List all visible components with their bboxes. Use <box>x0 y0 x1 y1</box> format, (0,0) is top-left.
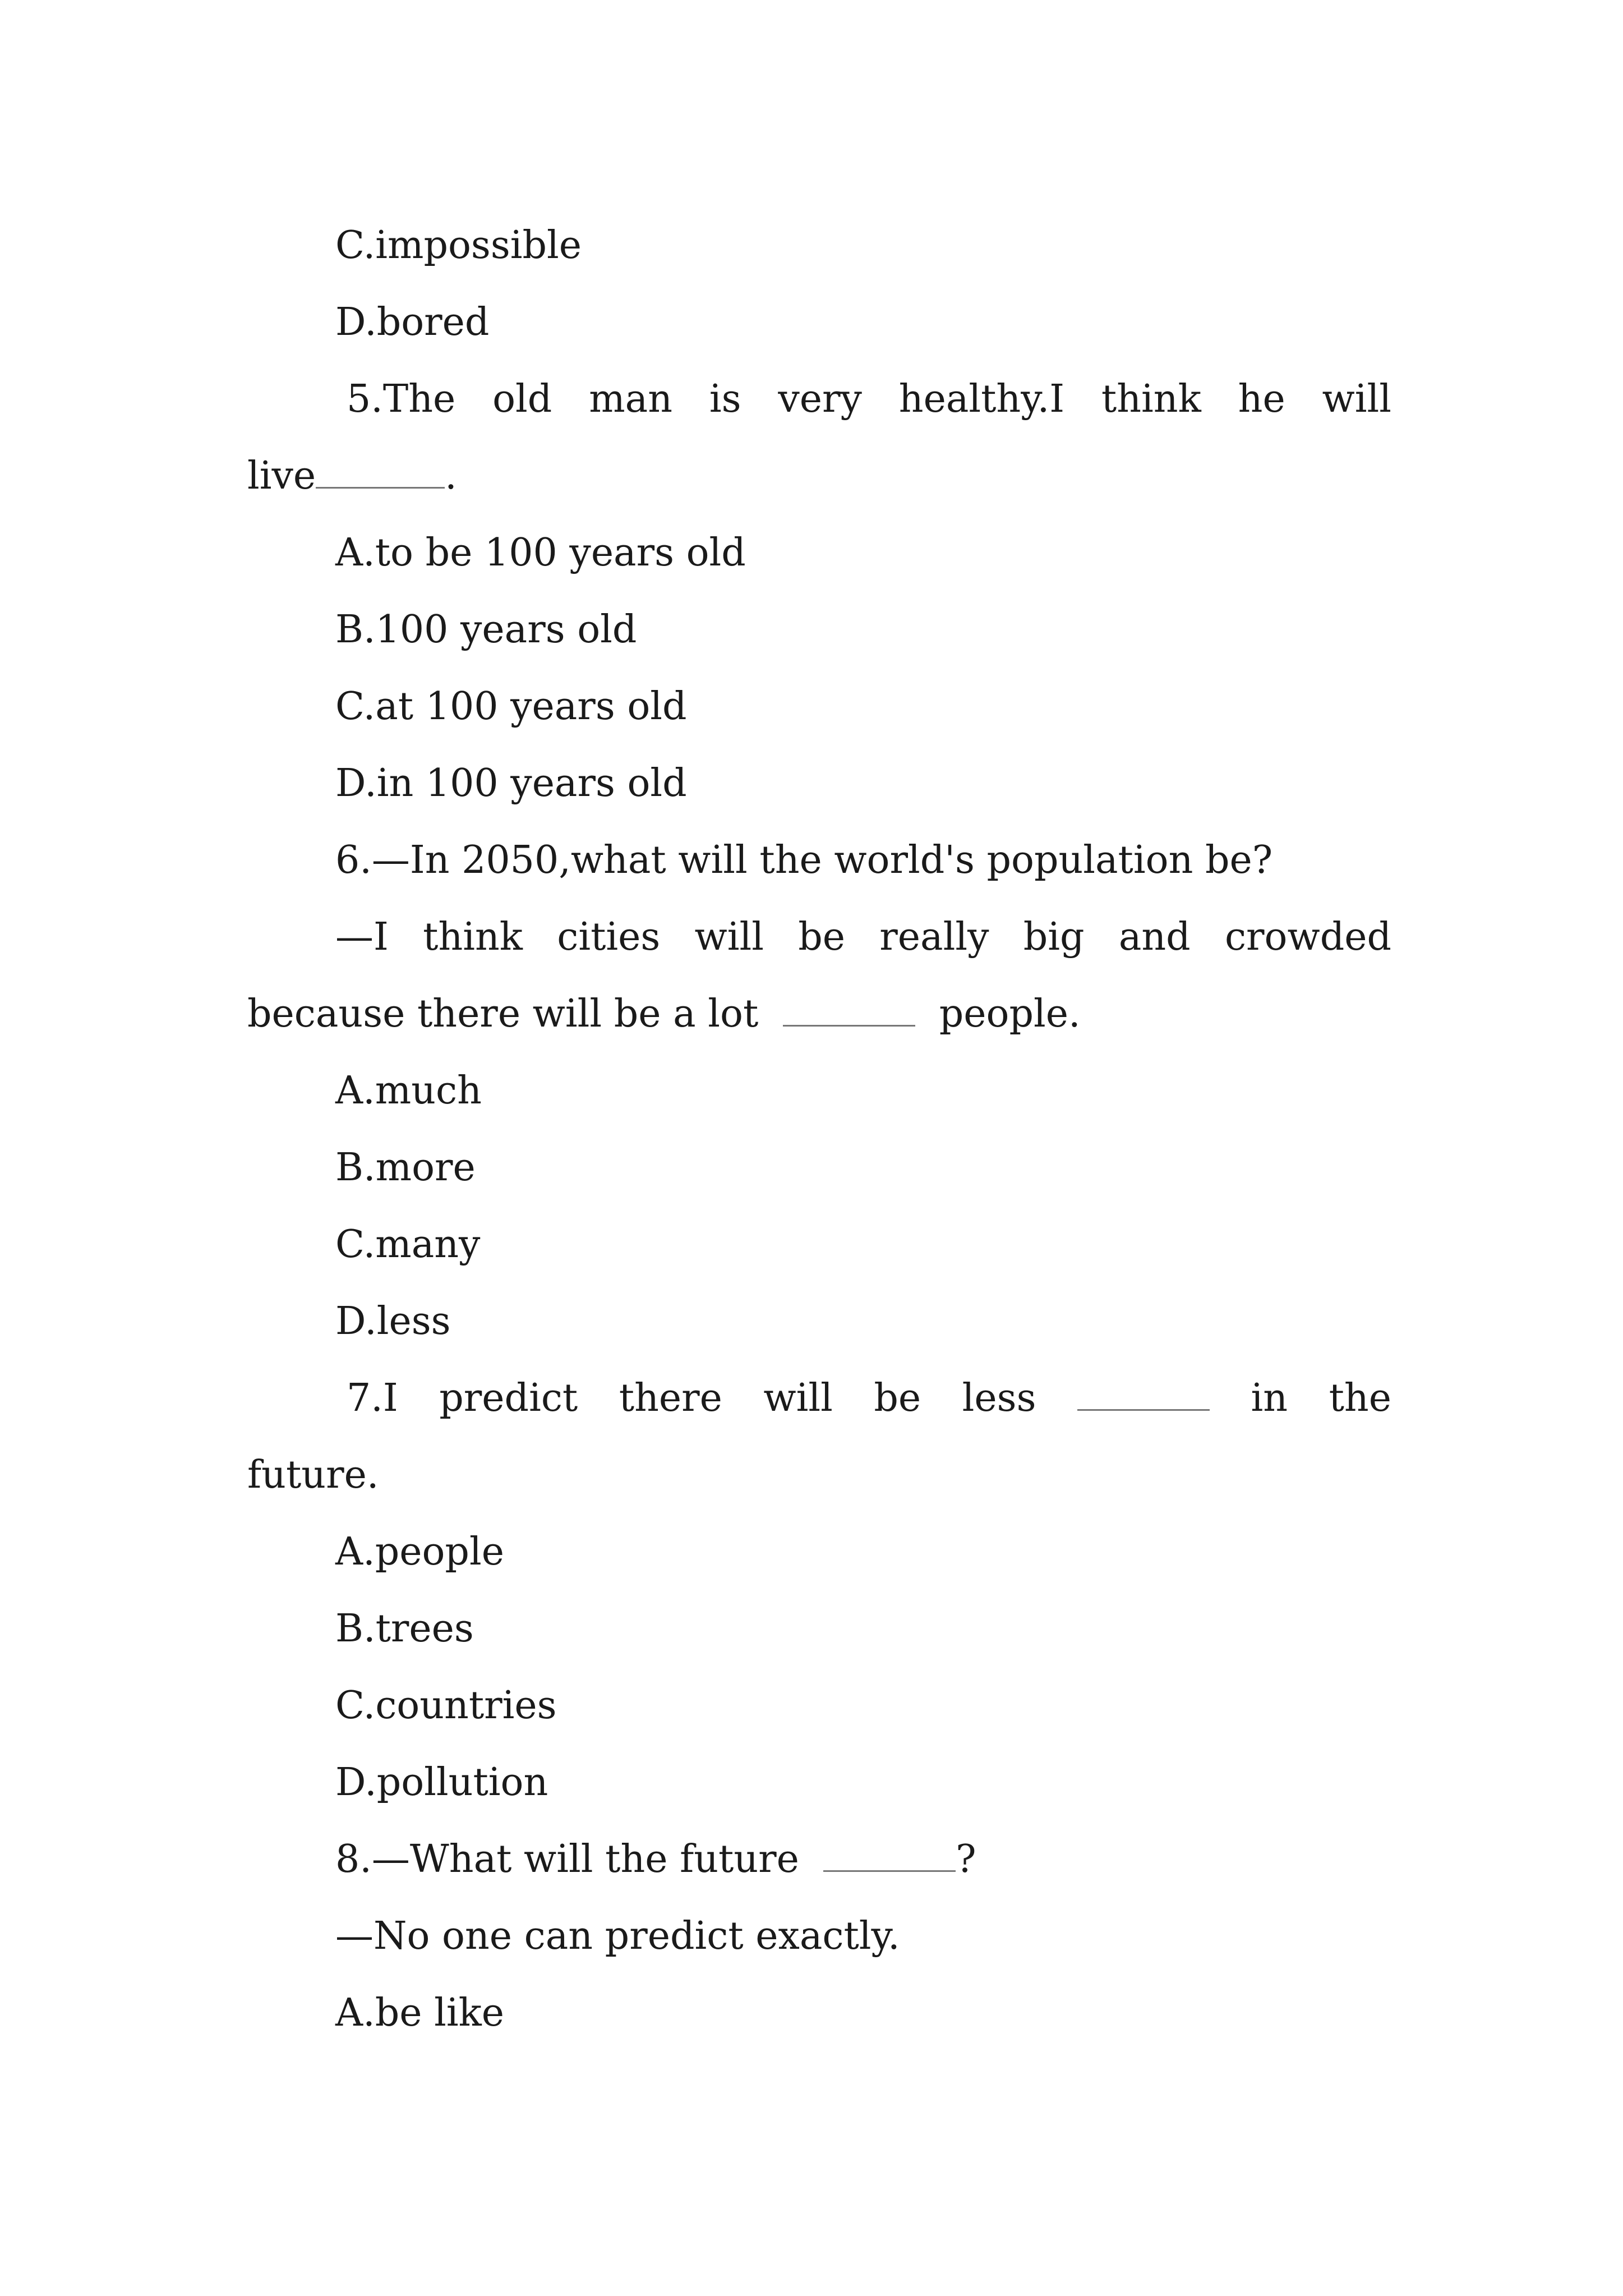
q5-option-b: B.100 years old <box>335 608 637 652</box>
q7-stem-line1 <box>347 1376 1391 1421</box>
answer-blank <box>783 996 915 1027</box>
q4-option-c: C.impossible <box>335 223 582 268</box>
q7-stem-text: 7.I predict there will be less <box>347 1376 1036 1420</box>
q8-stem-line1 <box>335 1837 976 1882</box>
q8-stem-line2: —No one can predict exactly. <box>335 1914 900 1958</box>
q5-option-d: D.in 100 years old <box>335 761 687 806</box>
q7-stem-line2: future. <box>247 1453 379 1497</box>
q8-stem-qmark: ? <box>956 1837 976 1881</box>
q6-option-c: C.many <box>335 1222 481 1267</box>
q7-stem-text-end: in the <box>1251 1376 1391 1420</box>
q5-stem-period: . <box>445 454 457 498</box>
q6-stem-line3 <box>247 992 1081 1037</box>
q6-option-b: B.more <box>335 1145 476 1190</box>
answer-blank <box>823 1841 956 1872</box>
q7-option-c: C.countries <box>335 1683 557 1728</box>
q6-stem-line2: —I think cities will be really big and crowded <box>335 915 1391 959</box>
answer-blank <box>1077 1380 1210 1411</box>
q7-option-a: A.people <box>335 1530 504 1574</box>
q5-option-a: A.to be 100 years old <box>335 531 746 575</box>
q4-option-d: D.bored <box>335 300 490 344</box>
q6-stem-line1: 6.—In 2050,what will the world's population be? <box>335 838 1273 882</box>
q6-stem-text-end: people. <box>939 992 1081 1036</box>
q6-option-d: D.less <box>335 1299 451 1343</box>
answer-blank <box>316 458 445 489</box>
q6-option-a: A.much <box>335 1069 482 1113</box>
q5-stem-line2 <box>247 454 457 499</box>
q5-stem-line1: 5.The old man is very healthy.I think he will <box>347 377 1391 421</box>
q7-option-b: B.trees <box>335 1607 474 1651</box>
q7-option-d: D.pollution <box>335 1760 548 1805</box>
q6-stem-text: because there will be a lot <box>247 992 759 1036</box>
q8-option-a: A.be like <box>335 1991 505 2035</box>
q5-option-c: C.at 100 years old <box>335 684 687 729</box>
q5-stem-text: live <box>247 454 316 498</box>
q8-stem-text: 8.—What will the future <box>335 1837 799 1881</box>
